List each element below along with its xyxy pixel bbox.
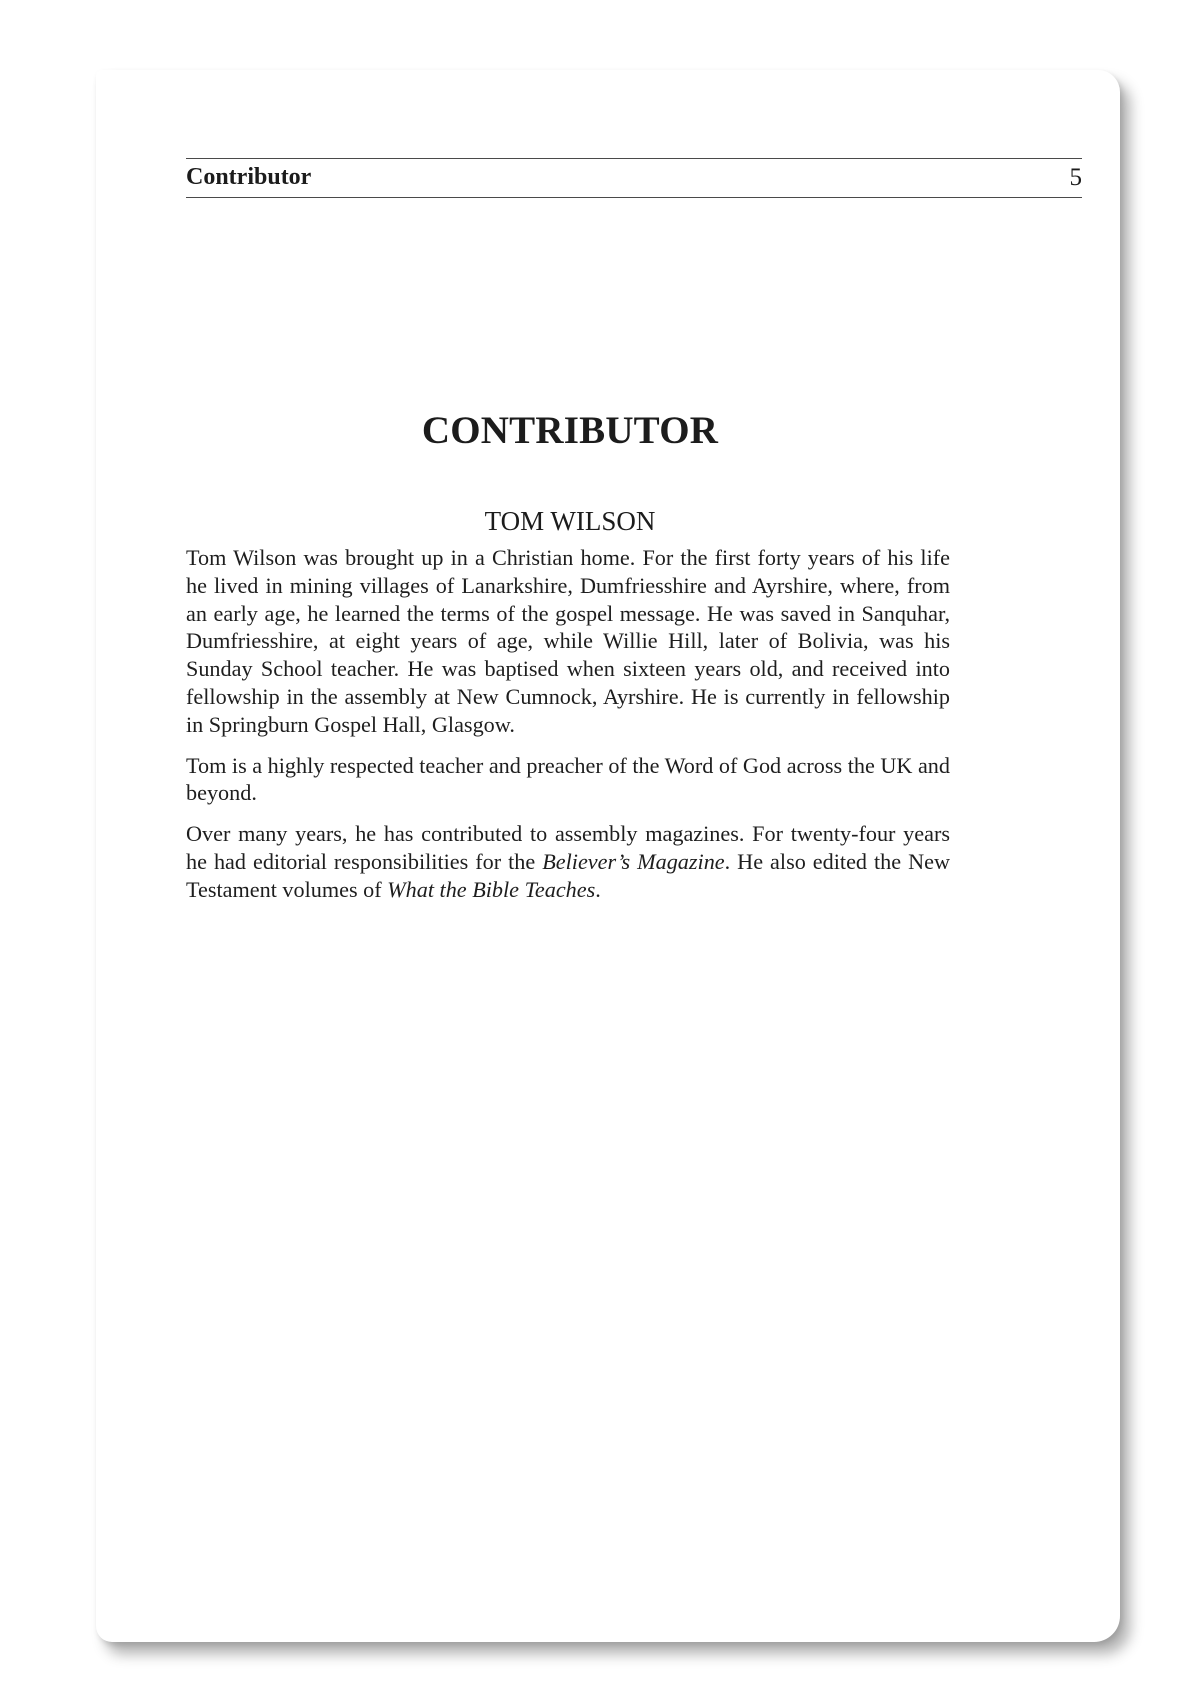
paragraph-editorial-text-2: . He also edited the New Testament volumes of xyxy=(186,848,951,902)
paragraph-ministry: Tom is a highly respected teacher and preacher of the Word of God across the UK and beyond. xyxy=(186,752,950,806)
paragraph-editorial-text-1: Over many years, he has contributed to assembly magazines. For twenty-four years he had editorial responsibilities for the xyxy=(186,821,950,874)
author-name: TOM WILSON xyxy=(484,506,656,536)
paragraph-editorial-text-3: . xyxy=(595,876,601,902)
running-head-title: Contributor xyxy=(186,164,312,190)
magazine-title: Believer’s Magazine xyxy=(542,848,725,874)
page-number: 5 xyxy=(1069,164,1082,191)
chapter-title: CONTRIBUTOR xyxy=(421,409,719,452)
running-header xyxy=(186,158,1082,198)
series-title: What the Bible Teaches xyxy=(387,876,596,902)
paragraph-editorial xyxy=(186,820,950,903)
paragraph-biography: Tom Wilson was brought up in a Christian home. For the first forty years of his life he lived in mining villages of Lanarkshire, Dumfriesshire and Ayrshire, where, from an early age, he learned the terms of the gospel message. He was saved in Sanquhar, Dumfriesshire, at eight years of age, while Willie Hill, later of Bolivia, was his Sunday School teacher. He was baptised when sixteen years old, and received into fellowship in the assembly at New Cumnock, Ayrshire. He is currently in fellowship in Springburn Gospel Hall, Glasgow. xyxy=(186,545,950,737)
body-text xyxy=(186,544,950,917)
